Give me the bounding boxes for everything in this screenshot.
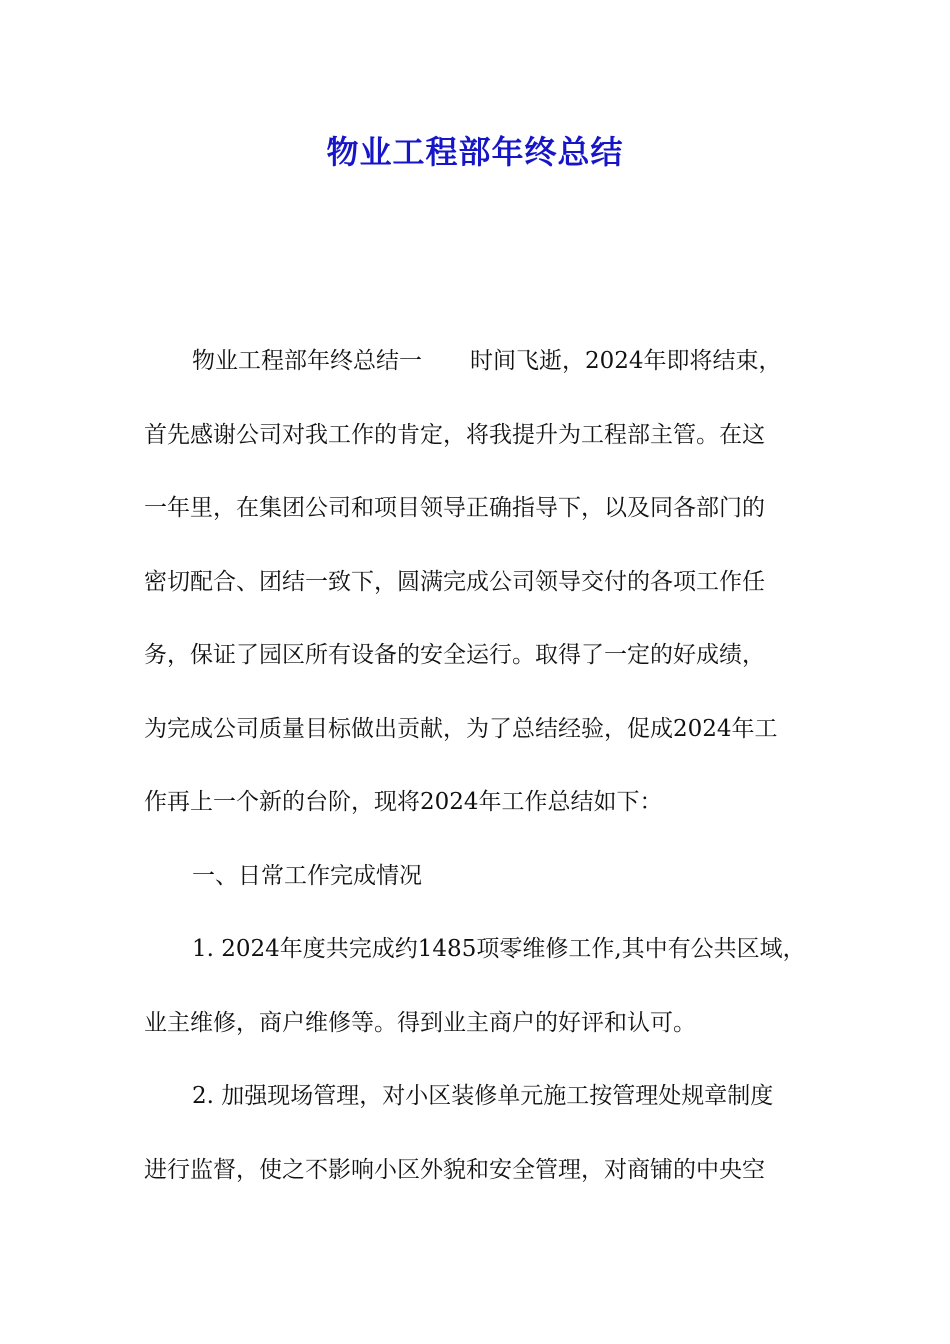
paragraph-line: 一年里，在集团公司和项目领导正确指导下，以及同各部门的	[144, 495, 765, 521]
list-item-line: 业主维修，商户维修等。得到业主商户的好评和认可。	[144, 1009, 696, 1036]
list-item-line: 1. 2024年度共完成约1485项零维修工作,其中有公共区域，	[192, 936, 806, 962]
paragraph-line: 首先感谢公司对我工作的肯定，将我提升为工程部主管。在这	[144, 421, 765, 448]
paragraph-line-text: 时间飞逝，2024年即将结束，	[470, 348, 782, 374]
paragraph-line: 作再上一个新的台阶，现将2024年工作总结如下：	[144, 789, 663, 815]
paragraph-line: 务，保证了园区所有设备的安全运行。取得了一定的好成绩，	[144, 642, 765, 668]
paragraph-line	[144, 334, 814, 408]
list-item-line: 进行监督，使之不影响小区外貌和安全管理，对商铺的中央空	[144, 1156, 765, 1183]
paragraph-heading-text: 物业工程部年终总结一	[192, 348, 422, 374]
document-title: 物业工程部年终总结	[326, 133, 624, 171]
paragraph-line: 密切配合、团结一致下，圆满完成公司领导交付的各项工作任	[144, 568, 765, 595]
paragraph-line: 为完成公司质量目标做出贡献，为了总结经验，促成2024年工	[144, 715, 778, 742]
section-heading: 一、日常工作完成情况	[192, 862, 422, 889]
list-item-line: 2. 加强现场管理，对小区装修单元施工按管理处规章制度	[192, 1083, 774, 1109]
document-body	[144, 334, 814, 1216]
